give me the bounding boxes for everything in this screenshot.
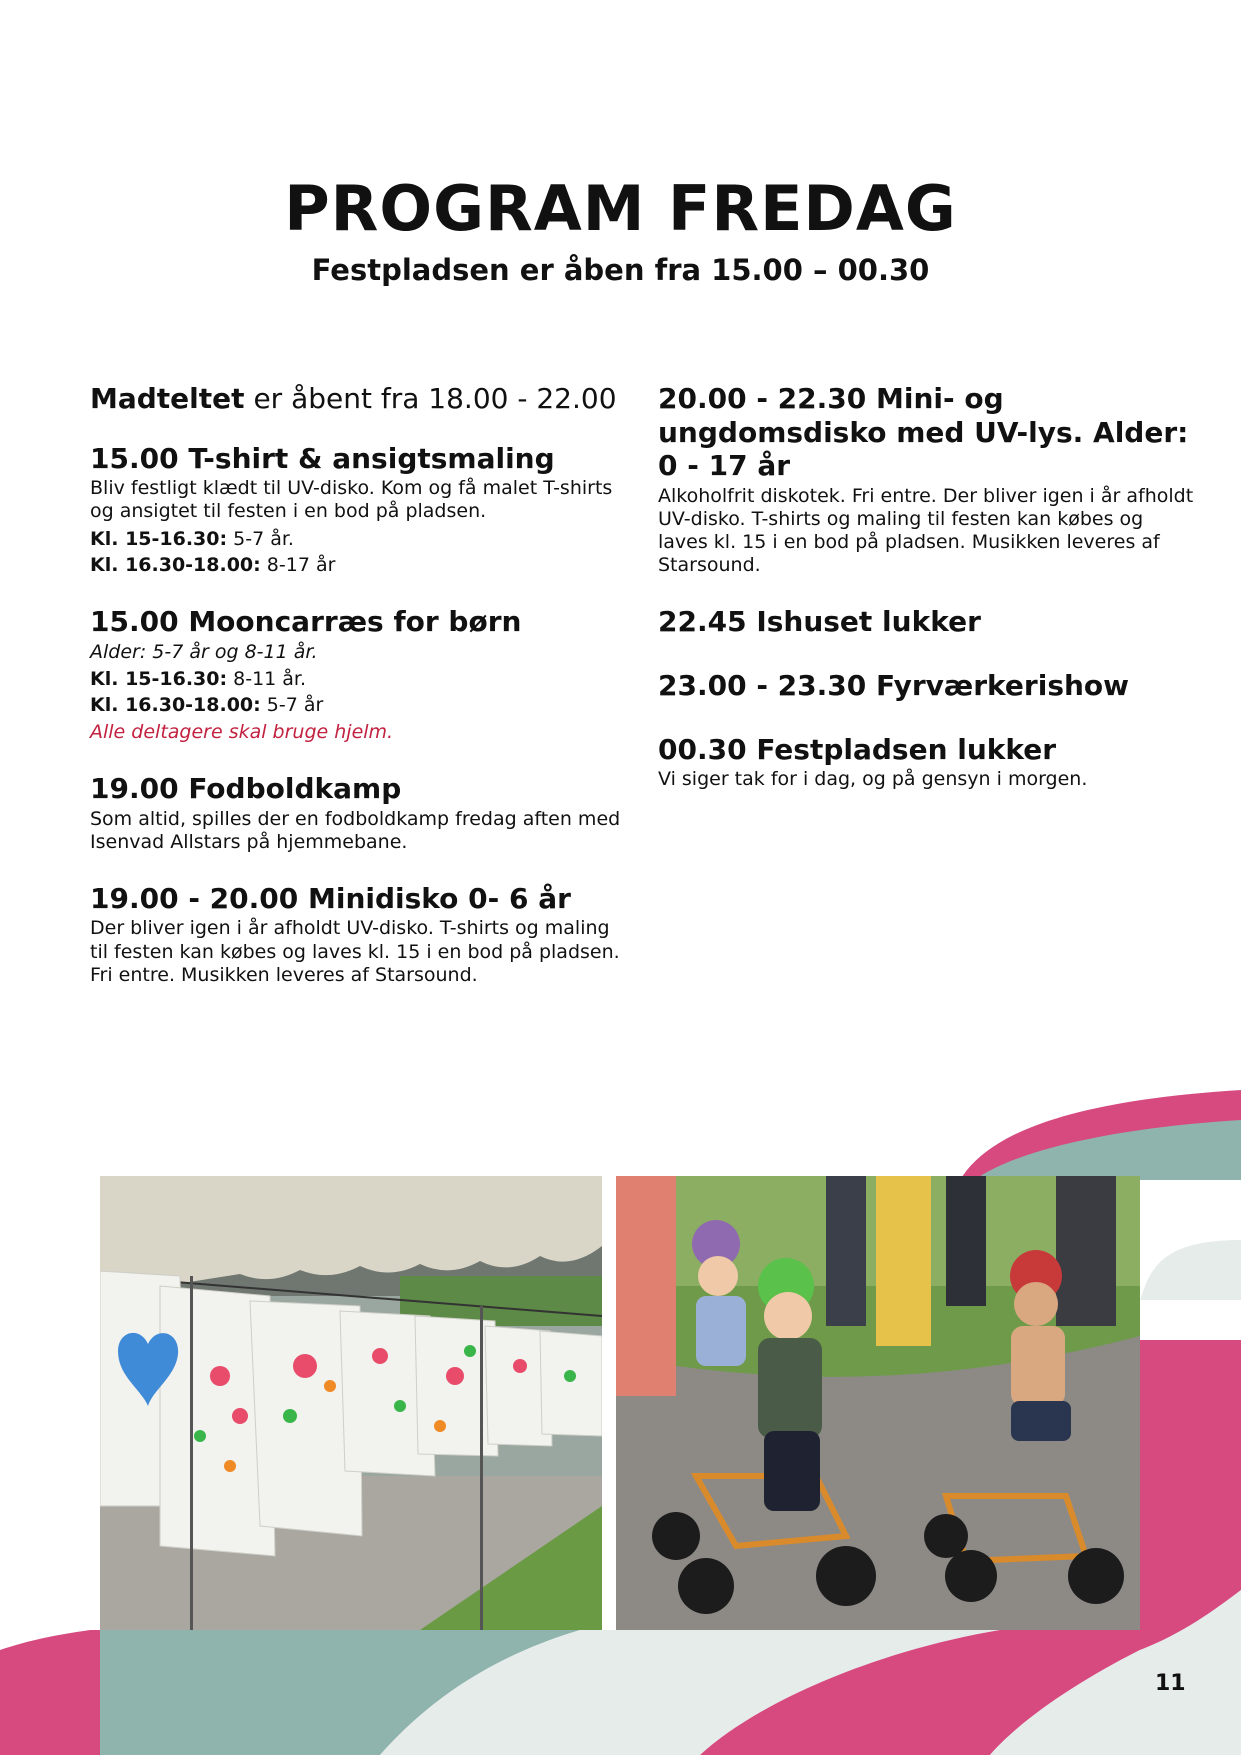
page-number: 11: [1155, 1671, 1186, 1696]
program-item-ungdomsdisko: [658, 382, 1198, 577]
time-slot-label: Kl. 16.30-18.00:: [90, 694, 261, 717]
time-slot-value: 8-11 år.: [227, 667, 307, 690]
program-item-minidisko: [90, 882, 630, 987]
time-slot-value: 8-17 år: [260, 554, 336, 577]
item-heading: 19.00 - 20.00 Minidisko 0- 6 år: [90, 881, 571, 915]
time-slot: [90, 668, 630, 691]
time-slot-value: 5-7 år.: [227, 527, 294, 550]
page-subtitle: Festpladsen er åben fra 15.00 – 00.30: [311, 253, 930, 287]
program-item-ishus: [658, 605, 1198, 639]
item-heading: 22.45 Ishuset lukker: [658, 605, 981, 639]
program-item-football: [90, 772, 630, 854]
helmet-warning: Alle deltagere skal bruge hjelm.: [90, 721, 394, 744]
time-slot-value: 5-7 år: [260, 694, 324, 717]
time-slot-label: Kl. 16.30-18.00:: [90, 554, 261, 577]
food-tent-info: [90, 382, 630, 416]
time-slot: [90, 528, 630, 551]
item-heading: 19.00 Fodboldkamp: [90, 771, 402, 805]
right-column: [658, 382, 1198, 819]
time-slot-label: Kl. 15-16.30:: [90, 527, 228, 550]
item-text: Alkoholfrit diskotek. Fri entre. Der bliver igen i år afholdt UV-disko. T-shirts og maling til festen kan købes og laves kl. 15 i en bod på pladsen. Musikken leveres af Starsound.: [658, 484, 1194, 577]
photo-tshirts: [100, 1176, 602, 1630]
program-item-fireworks: [658, 669, 1198, 703]
time-slot: [90, 694, 630, 717]
food-tent-label: Madteltet: [90, 382, 245, 415]
item-heading: 00.30 Festpladsen lukker: [658, 732, 1057, 766]
item-heading: 23.00 - 23.30 Fyrværkerishow: [658, 669, 1130, 703]
page-title: PROGRAM FREDAG: [284, 172, 957, 245]
item-text: Som altid, spilles der en fodboldkamp fredag aften med Isenvad Allstars på hjemmebane.: [90, 807, 621, 853]
left-column: [90, 382, 630, 1015]
photo-gokarts: [616, 1176, 1140, 1630]
time-slot-label: Kl. 15-16.30:: [90, 667, 228, 690]
time-slot: [90, 554, 630, 577]
item-text: Der bliver igen i år afholdt UV-disko. T-shirts og maling til festen kan købes og laves kl. 15 i en bod på pladsen. Fri entre. Musikken leveres af Starsound.: [90, 917, 620, 986]
item-text: Bliv festligt klædt til UV-disko. Kom og få malet T-shirts og ansigtet til festen i en bod på pladsen.: [90, 477, 613, 523]
item-heading: 15.00 T-shirt & ansigtsmaling: [90, 441, 555, 475]
item-heading: 15.00 Mooncarræs for børn: [90, 605, 522, 639]
food-tent-hours: er åbent fra 18.00 - 22.00: [244, 382, 617, 415]
program-item-close: [658, 733, 1198, 792]
item-age: Alder: 5-7 år og 8-11 år.: [90, 640, 318, 663]
program-item-mooncar: [90, 605, 630, 744]
program-item-tshirt: [90, 442, 630, 578]
item-heading: 20.00 - 22.30 Mini- og ungdomsdisko med UV-lys. Alder: 0 - 17 år: [658, 382, 1189, 483]
item-text: Vi siger tak for i dag, og på gensyn i morgen.: [658, 768, 1088, 791]
